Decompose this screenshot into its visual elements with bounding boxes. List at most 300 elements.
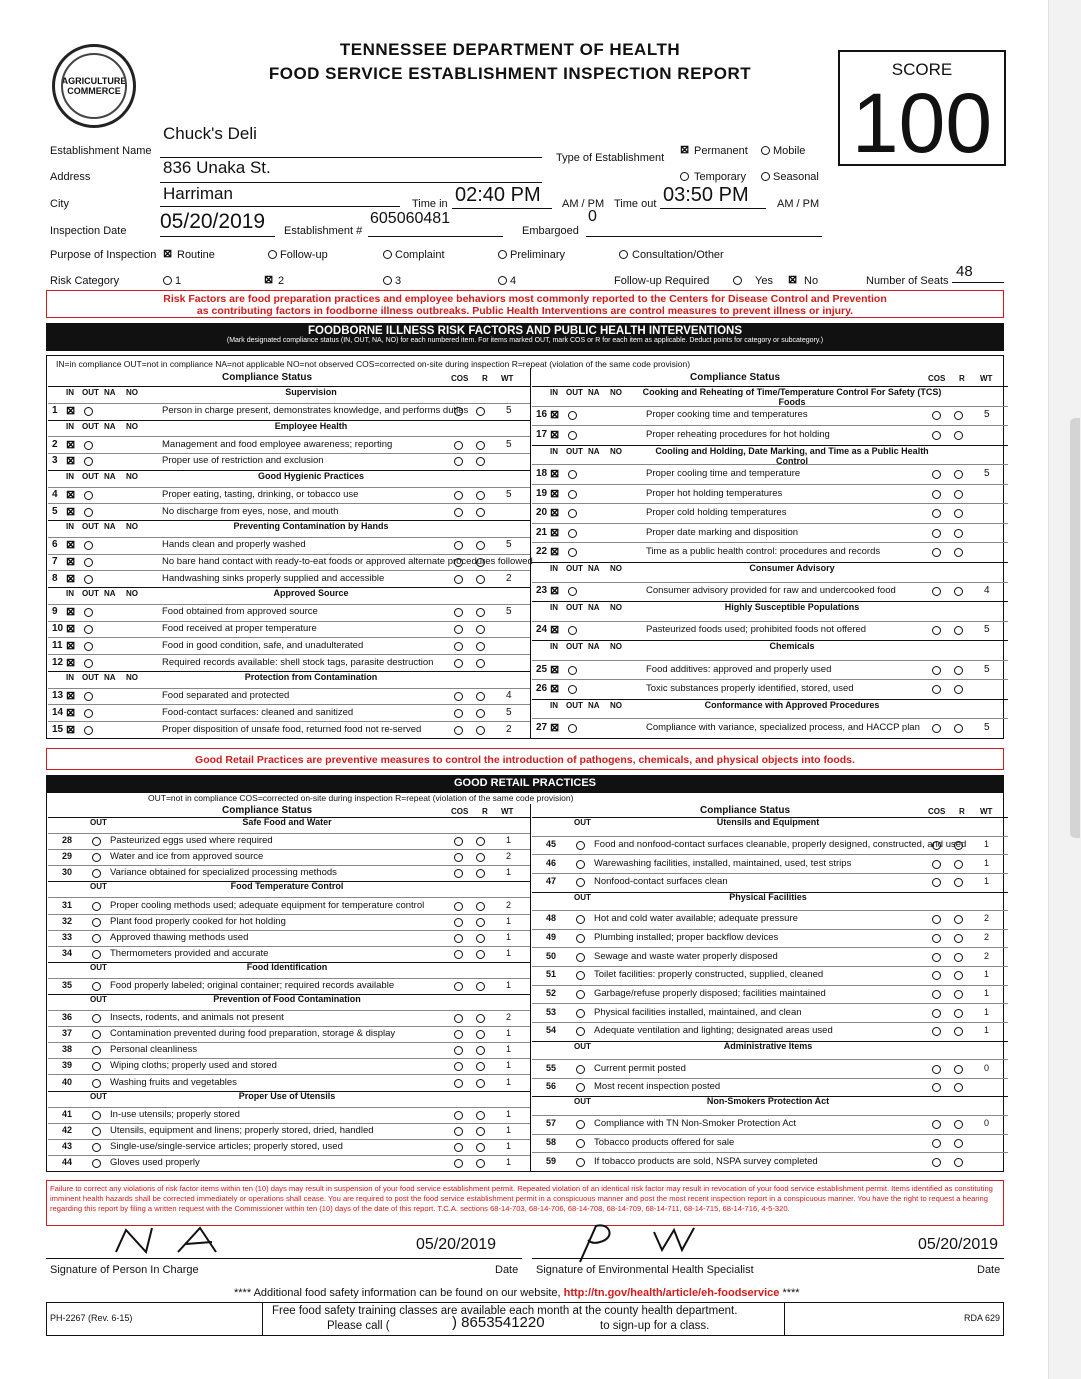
item-number: 52	[546, 988, 557, 998]
item-text: Handwashing sinks properly supplied and accessible	[162, 572, 385, 584]
followup-required-label: Follow-up Required	[614, 275, 710, 287]
item-weight: 2	[506, 572, 512, 584]
col-no: NO	[126, 471, 138, 481]
address-label: Address	[50, 171, 91, 183]
out-radio-icon	[92, 1127, 101, 1136]
col-no: NO	[126, 388, 138, 397]
item-weight: 5	[506, 405, 512, 417]
col-na: NA	[104, 522, 116, 532]
item-number: 1	[52, 405, 58, 417]
item-weight: 5	[506, 438, 512, 450]
item-text: Water and ice from approved source	[110, 851, 264, 863]
item-number: 33	[62, 931, 73, 942]
item-weight: 2	[506, 851, 512, 862]
item-number: 17	[536, 428, 548, 440]
out-radio-icon	[576, 1009, 585, 1018]
radio-empty-icon	[680, 172, 689, 181]
checked-x-icon: ⊠	[264, 274, 274, 286]
purpose-complaint: Complaint	[395, 249, 445, 261]
section-title: Food Temperature Control	[230, 881, 344, 892]
col-no: NO	[126, 589, 138, 599]
out-radio-icon	[84, 709, 93, 718]
section-title: Supervision	[285, 387, 337, 397]
item-number: 30	[62, 867, 73, 878]
item-rule	[48, 537, 530, 538]
item-rule	[532, 464, 1008, 465]
r-radio-icon	[954, 860, 963, 869]
item-weight: 1	[506, 979, 512, 990]
item-rule	[532, 718, 1008, 719]
cos-radio-icon	[932, 1065, 941, 1074]
item-weight: 5	[984, 468, 990, 479]
item-number: 3	[52, 455, 58, 467]
item-weight: 1	[984, 1006, 990, 1017]
out-radio-icon	[84, 441, 93, 450]
checked-x-icon: ⊠	[680, 144, 690, 156]
item-number: 50	[546, 950, 557, 961]
r-radio-icon	[954, 841, 963, 850]
item-text: Wiping cloths; properly used and stored	[110, 1060, 277, 1072]
pic-signature-date: 05/20/2019	[416, 1236, 497, 1253]
item-weight: 2	[506, 723, 512, 735]
col-no: NO	[610, 564, 622, 573]
pic-date-label: Date	[495, 1264, 519, 1276]
item-rule	[48, 914, 530, 915]
ehs-signature-label: Signature of Environmental Health Specialist	[536, 1264, 754, 1276]
col-in: IN	[550, 564, 558, 573]
item-rule	[532, 1115, 1008, 1116]
item-rule	[48, 1155, 530, 1156]
out-radio-icon	[576, 860, 585, 869]
in-checked-icon: ⊠	[66, 556, 76, 568]
col-out: OUT	[82, 522, 99, 532]
col-in: IN	[66, 589, 74, 599]
phone-number: ) 8653541220	[452, 1314, 545, 1331]
r-radio-icon	[476, 950, 485, 959]
col-out: OUT	[82, 471, 99, 481]
item-rule	[48, 1139, 530, 1140]
out-radio-icon	[84, 575, 93, 584]
r-radio-icon	[954, 470, 963, 479]
grp-col-cos-left: COS	[451, 807, 469, 816]
item-text: Pasteurized eggs used where required	[110, 835, 273, 847]
fbi-instructions: (Mark designated compliance status (IN, OUT, NA, NO) for each numbered item. For items marked OUT, mark COS or R for each item as applicable. Deduct points for category or subcategory.)	[226, 337, 824, 344]
section-title: Protection from Contamination	[244, 671, 378, 682]
item-number: 10	[52, 623, 64, 635]
item-text: Proper date marking and disposition	[646, 526, 799, 538]
item-rule	[48, 704, 530, 705]
item-number: 49	[546, 932, 557, 943]
section-title: Cooling and Holding, Date Marking, and Time as a Public Health Control	[655, 445, 929, 466]
item-text: Time as a public health control: procedures and records	[646, 546, 881, 558]
out-radio-icon	[84, 659, 93, 668]
footer-divider-1	[262, 1302, 263, 1336]
item-rule	[48, 897, 530, 898]
in-checked-icon: ⊠	[66, 706, 76, 719]
item-weight: 5	[506, 706, 512, 718]
col-na: NA	[588, 446, 600, 456]
in-checked-icon: ⊠	[66, 606, 76, 619]
item-text: Proper hot holding temperatures	[646, 487, 783, 499]
cos-radio-icon	[932, 490, 941, 499]
number-of-seats-value: 48	[956, 263, 973, 280]
form-number: PH-2267 (Rev. 6-15)	[50, 1313, 133, 1323]
item-text: Proper cold holding temperatures	[646, 507, 787, 519]
type-temporary: Temporary	[694, 171, 746, 183]
out-radio-icon	[92, 982, 101, 991]
item-rule	[532, 523, 1008, 524]
item-weight: 2	[506, 899, 512, 910]
cos-radio-icon	[454, 934, 463, 943]
r-radio-icon	[954, 529, 963, 538]
report-title: FOOD SERVICE ESTABLISHMENT INSPECTION REPORT	[268, 64, 752, 83]
col-out: OUT	[82, 388, 99, 397]
item-text: Proper eating, tasting, drinking, or tobacco use	[162, 488, 359, 500]
grp-banner	[46, 748, 1004, 770]
col-cos-right: COS	[928, 374, 946, 383]
r-radio-icon	[476, 508, 485, 517]
section-title: Consumer Advisory	[749, 563, 835, 573]
col-out: OUT	[574, 1041, 591, 1051]
notice-box	[46, 1180, 1004, 1226]
out-radio-icon	[576, 1158, 585, 1167]
item-number: 48	[546, 913, 557, 924]
in-checked-icon: ⊠	[550, 683, 560, 696]
in-checked-icon: ⊠	[550, 663, 560, 676]
col-na: NA	[588, 642, 600, 652]
item-number: 9	[52, 606, 58, 618]
cos-radio-icon	[454, 575, 463, 584]
item-number: 35	[62, 979, 73, 990]
item-rule	[532, 929, 1008, 930]
radio-empty-icon	[383, 250, 392, 259]
in-checked-icon: ⊠	[66, 639, 76, 652]
footer-website-link[interactable]: http://tn.gov/health/article/eh-foodservice	[563, 1287, 780, 1299]
col-no: NO	[610, 388, 622, 397]
r-radio-icon	[476, 726, 485, 735]
item-text: Contamination prevented during food preparation, storage & display	[110, 1028, 396, 1040]
col-out: OUT	[566, 564, 583, 573]
item-text: Food and nonfood-contact surfaces cleanable, properly designed, constructed, and used	[594, 838, 967, 850]
item-rule	[48, 930, 530, 931]
out-radio-icon	[568, 431, 577, 440]
item-number: 28	[62, 835, 73, 846]
col-na: NA	[104, 421, 116, 431]
section-title: Prevention of Food Contamination	[213, 994, 361, 1004]
item-text: Required records available: shell stock tags, parasite destruction	[162, 656, 434, 668]
out-radio-icon	[568, 470, 577, 479]
item-rule	[532, 910, 1008, 911]
item-weight: 1	[506, 867, 512, 878]
item-number: 22	[536, 546, 548, 558]
date-underline	[160, 236, 275, 237]
checked-x-icon: ⊠	[163, 248, 173, 260]
item-weight: 1	[506, 931, 512, 942]
section-title: Preventing Contamination by Hands	[233, 521, 389, 532]
item-text: Plumbing installed; proper backflow devices	[594, 932, 779, 944]
item-rule	[48, 1058, 530, 1059]
item-rule	[48, 1107, 530, 1108]
cos-radio-icon	[454, 918, 463, 927]
risk-1: 1	[175, 275, 182, 287]
r-radio-icon	[954, 490, 963, 499]
type-seasonal: Seasonal	[773, 171, 819, 183]
cos-radio-icon	[454, 726, 463, 735]
item-number: 32	[62, 915, 73, 926]
grp-col-status-right: Compliance Status	[700, 805, 791, 816]
item-text: Proper cooking time and temperatures	[646, 409, 808, 421]
r-radio-icon	[476, 1111, 485, 1120]
item-weight: 5	[984, 663, 990, 675]
item-weight: 1	[506, 915, 512, 926]
col-out: OUT	[574, 818, 591, 827]
item-rule	[48, 637, 530, 638]
r-radio-icon	[476, 558, 485, 567]
item-text: Hot and cold water available; adequate pressure	[594, 913, 798, 925]
out-radio-icon	[92, 902, 101, 911]
item-weight: 0	[984, 1118, 990, 1129]
item-rule	[48, 654, 530, 655]
item-weight: 0	[984, 1062, 990, 1073]
item-text: Compliance with variance, specialized process, and HACCP plan	[646, 722, 920, 734]
col-no: NO	[610, 700, 622, 710]
cos-radio-icon	[454, 902, 463, 911]
item-weight: 1	[506, 1156, 512, 1167]
city-label: City	[50, 198, 69, 210]
section-title: Proper Use of Utensils	[238, 1090, 336, 1101]
item-weight: 5	[984, 409, 990, 421]
r-radio-icon	[476, 982, 485, 991]
training-call-prefix: Please call (	[327, 1320, 390, 1332]
grp-col-cos-right: COS	[928, 807, 946, 816]
purpose-consultation: Consultation/Other	[632, 249, 724, 261]
item-text: Adequate ventilation and lighting; designated areas used	[594, 1025, 833, 1037]
item-number: 56	[546, 1081, 557, 1092]
item-number: 38	[62, 1044, 73, 1055]
score-value: 100	[851, 76, 993, 170]
establishment-name-label: Establishment Name	[50, 145, 152, 157]
col-out: OUT	[90, 882, 107, 892]
item-number: 59	[546, 1155, 557, 1166]
col-no: NO	[126, 421, 138, 431]
col-in: IN	[550, 642, 558, 652]
out-radio-icon	[84, 625, 93, 634]
col-out: OUT	[566, 603, 583, 613]
item-number: 4	[52, 488, 58, 500]
col-out: OUT	[82, 672, 99, 682]
section-title: Conformance with Approved Procedures	[704, 699, 880, 710]
r-radio-icon	[476, 934, 485, 943]
in-checked-icon: ⊠	[66, 656, 76, 669]
cos-radio-icon	[454, 642, 463, 651]
scrollbar-thumb[interactable]	[1070, 418, 1080, 838]
followup-yes: Yes	[755, 275, 773, 287]
section-title: Highly Susceptible Populations	[724, 602, 860, 613]
item-number: 47	[546, 876, 557, 887]
item-number: 26	[536, 683, 548, 695]
item-text: Proper reheating procedures for hot holding	[646, 428, 830, 440]
item-rule	[48, 436, 530, 437]
cos-radio-icon	[454, 625, 463, 634]
in-checked-icon: ⊠	[66, 505, 76, 518]
item-text: Thermometers provided and accurate	[110, 947, 269, 959]
cos-radio-icon	[932, 529, 941, 538]
out-radio-icon	[84, 726, 93, 735]
col-no: NO	[610, 642, 622, 652]
item-text: Personal cleanliness	[110, 1044, 198, 1056]
item-number: 57	[546, 1118, 557, 1129]
item-text: Proper disposition of unsafe food, returned food not re-served	[162, 723, 422, 735]
purpose-label: Purpose of Inspection	[50, 249, 157, 261]
item-number: 44	[62, 1156, 73, 1167]
radio-empty-icon	[619, 250, 628, 259]
item-weight: 1	[506, 1060, 512, 1071]
radio-empty-icon	[163, 276, 172, 285]
item-number: 15	[52, 723, 64, 735]
r-radio-icon	[954, 1009, 963, 1018]
out-radio-icon	[576, 1065, 585, 1074]
cos-radio-icon	[932, 1139, 941, 1148]
item-text: Utensils, equipment and linens; properly stored, dried, handled	[110, 1124, 374, 1136]
col-out: OUT	[566, 700, 583, 710]
in-checked-icon: ⊠	[550, 722, 560, 735]
r-radio-icon	[954, 1139, 963, 1148]
item-weight: 5	[506, 606, 512, 618]
item-rule	[532, 679, 1008, 680]
item-text: Proper cooling time and temperature	[646, 468, 801, 479]
item-number: 53	[546, 1006, 557, 1017]
item-rule	[48, 570, 530, 571]
item-rule	[532, 425, 1008, 426]
item-weight: 4	[506, 690, 512, 702]
ehs-date-label: Date	[977, 1264, 1001, 1276]
r-radio-icon	[476, 659, 485, 668]
in-checked-icon: ⊠	[550, 428, 560, 441]
item-weight: 5	[984, 624, 990, 636]
radio-empty-icon	[761, 146, 770, 155]
r-radio-icon	[476, 902, 485, 911]
department-title: TENNESSEE DEPARTMENT OF HEALTH	[339, 40, 681, 59]
col-na: NA	[104, 589, 116, 599]
cos-radio-icon	[454, 441, 463, 450]
item-rule	[48, 1010, 530, 1011]
item-number: 55	[546, 1062, 557, 1073]
item-text: Proper cooling methods used; adequate equipment for temperature control	[110, 899, 425, 911]
in-checked-icon: ⊠	[550, 409, 560, 422]
item-text: Current permit posted	[594, 1062, 686, 1074]
col-in: IN	[550, 700, 558, 710]
cos-radio-icon	[454, 1143, 463, 1152]
item-weight: 1	[506, 947, 512, 958]
item-text: Most recent inspection posted	[594, 1081, 721, 1093]
item-number: 12	[52, 656, 64, 668]
item-number: 31	[62, 899, 73, 910]
item-text: Food received at proper temperature	[162, 623, 317, 635]
col-r-right: R	[959, 374, 965, 383]
item-number: 25	[536, 663, 548, 675]
am-pm-label-2: AM / PM	[777, 198, 820, 210]
cos-radio-icon	[454, 1111, 463, 1120]
item-rule	[532, 1078, 1008, 1079]
type-of-establishment-label: Type of Establishment	[556, 152, 665, 164]
r-radio-icon	[954, 431, 963, 440]
col-out: OUT	[90, 818, 107, 827]
city-underline	[160, 206, 400, 207]
col-in: IN	[66, 672, 74, 682]
cos-radio-icon	[454, 1127, 463, 1136]
cos-radio-icon	[932, 666, 941, 675]
col-na: NA	[104, 471, 116, 481]
item-number: 5	[52, 505, 58, 517]
out-radio-icon	[84, 508, 93, 517]
item-number: 43	[62, 1140, 73, 1151]
item-weight: 4	[984, 585, 990, 597]
item-number: 37	[62, 1028, 73, 1039]
col-in: IN	[550, 446, 558, 456]
ehs-signature-date: 05/20/2019	[918, 1236, 999, 1253]
section-title: Non-Smokers Protection Act	[706, 1096, 830, 1107]
item-weight: 1	[984, 876, 990, 887]
item-text: Single-use/single-service articles; properly stored, used	[110, 1140, 343, 1152]
in-checked-icon: ⊠	[550, 507, 560, 520]
item-rule	[532, 406, 1008, 407]
footer-info-prefix: **** Additional food safety information can be found on our website,	[234, 1287, 561, 1299]
item-text: Food separated and protected	[162, 690, 290, 702]
grp-col-r-left: R	[482, 807, 488, 816]
col-r-left: R	[482, 374, 488, 383]
item-text: Pasteurized foods used; prohibited foods not offered	[646, 624, 867, 636]
out-radio-icon	[92, 1111, 101, 1120]
item-text: If tobacco products are sold, NSPA survey completed	[594, 1155, 818, 1167]
item-weight: 1	[984, 857, 990, 868]
col-out: OUT	[82, 589, 99, 599]
item-rule	[532, 947, 1008, 948]
item-text: Plant food properly cooked for hot holding	[110, 915, 286, 927]
seats-underline	[952, 282, 1004, 283]
item-text: Washing fruits and vegetables	[110, 1076, 237, 1088]
section-title: Employee Health	[274, 420, 348, 431]
out-radio-icon	[568, 666, 577, 675]
type-permanent: Permanent	[694, 145, 748, 157]
item-rule	[48, 865, 530, 866]
type-mobile: Mobile	[773, 145, 806, 157]
in-checked-icon: ⊠	[550, 526, 560, 539]
col-cos-left: COS	[451, 374, 469, 383]
item-weight: 1	[984, 969, 990, 980]
radio-empty-icon	[498, 276, 507, 285]
item-text: Toxic substances properly identified, stored, used	[646, 683, 854, 695]
item-text: Insects, rodents, and animals not present	[110, 1012, 284, 1024]
col-na: NA	[588, 388, 600, 397]
in-checked-icon: ⊠	[550, 468, 560, 480]
item-text: Sewage and waste water properly disposed	[594, 950, 778, 962]
cos-radio-icon	[932, 860, 941, 869]
col-compliance-status-right: Compliance Status	[690, 372, 781, 383]
out-radio-icon	[92, 934, 101, 943]
item-rule	[532, 621, 1008, 622]
col-out: OUT	[574, 892, 591, 902]
estno-underline	[368, 236, 503, 237]
item-number: 16	[536, 409, 548, 421]
item-text: Garbage/refuse properly disposed; facilities maintained	[594, 988, 826, 999]
item-rule	[48, 453, 530, 454]
item-rule	[48, 721, 530, 722]
item-number: 29	[62, 851, 73, 862]
in-checked-icon: ⊠	[66, 723, 76, 736]
col-na: NA	[588, 564, 600, 573]
item-number: 14	[52, 706, 64, 718]
item-weight: 1	[506, 1044, 512, 1055]
